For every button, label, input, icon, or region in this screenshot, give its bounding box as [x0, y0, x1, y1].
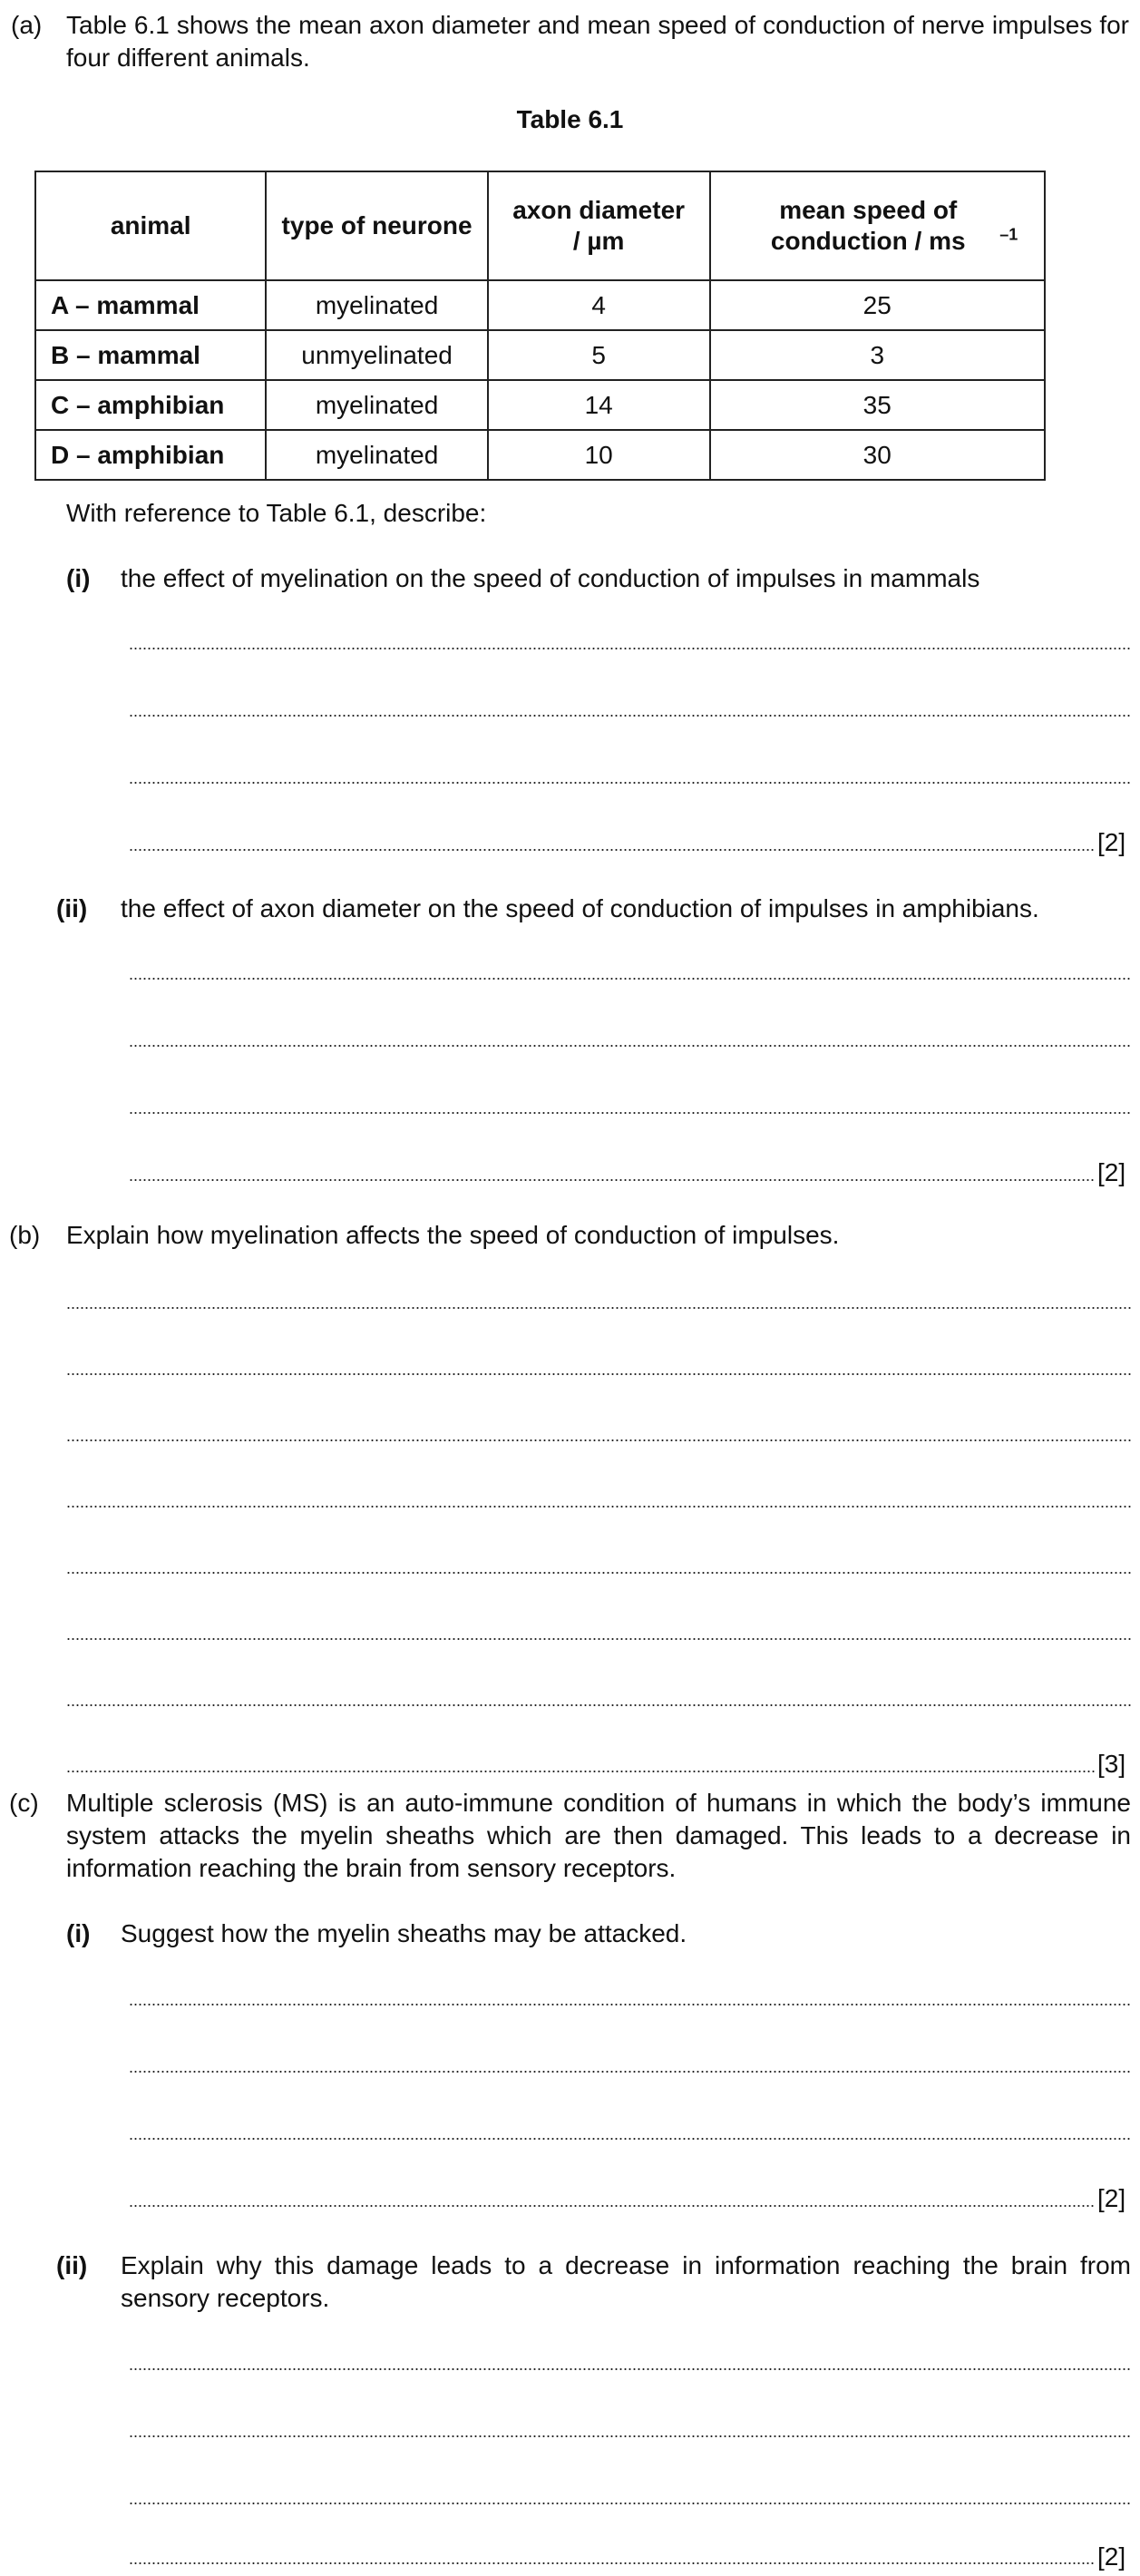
reference-text: With reference to Table 6.1, describe:	[66, 499, 487, 527]
answer-line[interactable]	[66, 1505, 1131, 1508]
answer-line[interactable]	[129, 2003, 1131, 2006]
answer-line[interactable]	[129, 647, 1131, 650]
header-type-of-neurone: type of neurone	[266, 171, 487, 280]
part-c-label: (c)	[9, 1789, 39, 1817]
part-a-label: (a)	[11, 11, 43, 39]
marks-c-i: [2]	[1097, 2184, 1126, 2212]
answer-line[interactable]	[129, 2204, 1096, 2208]
table-row	[35, 280, 1045, 330]
table-6-1	[34, 171, 1046, 481]
marks-a-ii: [2]	[1097, 1158, 1126, 1186]
cell-speed: 35	[710, 380, 1046, 430]
cell-type: unmyelinated	[266, 330, 487, 380]
cell-animal: C – amphibian	[35, 380, 266, 430]
cell-diameter: 14	[488, 380, 710, 430]
answer-line[interactable]	[129, 848, 1096, 852]
marks-c-ii: [2]	[1097, 2542, 1126, 2571]
part-a-i-question: the effect of myelination on the speed of conduction of impulses in mammals	[121, 564, 980, 592]
header-mean-speed: mean speed of conduction / ms $^{-1}$	[710, 171, 1046, 280]
answer-line[interactable]	[129, 2561, 1096, 2565]
part-a-ii-label: (ii)	[56, 894, 88, 922]
part-a-ii-question: the effect of axon diameter on the speed of conduction of impulses in amphibians.	[121, 894, 1039, 922]
answer-line[interactable]	[129, 781, 1131, 785]
cell-diameter: 10	[488, 430, 710, 480]
answer-line[interactable]	[66, 1770, 1096, 1773]
cell-diameter: 4	[488, 280, 710, 330]
header-animal: animal	[35, 171, 266, 280]
cell-type: myelinated	[266, 380, 487, 430]
answer-line[interactable]	[66, 1571, 1131, 1575]
cell-speed: 3	[710, 330, 1046, 380]
part-c-i-question: Suggest how the myelin sheaths may be attacked.	[121, 1919, 687, 1947]
table-header-row	[35, 171, 1045, 280]
answer-line[interactable]	[66, 1637, 1131, 1641]
part-c-ii-label: (ii)	[56, 2251, 88, 2279]
cell-speed: 25	[710, 280, 1046, 330]
answer-line[interactable]	[66, 1372, 1131, 1376]
part-c-ii-question: Explain why this damage leads to a decrease in information reaching the brain from sensory receptors.	[121, 2251, 1131, 2312]
cell-animal: D – amphibian	[35, 430, 266, 480]
marks-a-i: [2]	[1097, 828, 1126, 856]
cell-type: myelinated	[266, 280, 487, 330]
part-c-i-label: (i)	[66, 1919, 91, 1947]
part-b-label: (b)	[9, 1221, 41, 1249]
answer-line[interactable]	[129, 1111, 1131, 1115]
answer-line[interactable]	[129, 2502, 1131, 2505]
table-row	[35, 430, 1045, 480]
table-row	[35, 330, 1045, 380]
marks-b: [3]	[1097, 1750, 1126, 1778]
cell-animal: A – mammal	[35, 280, 266, 330]
table-row	[35, 380, 1045, 430]
answer-line[interactable]	[66, 1306, 1131, 1310]
header-axon-diameter: axon diameter / µm	[488, 171, 710, 280]
part-a-i-label: (i)	[66, 564, 91, 592]
answer-line[interactable]	[129, 2367, 1131, 2371]
answer-line[interactable]	[129, 977, 1131, 981]
cell-animal: B – mammal	[35, 330, 266, 380]
cell-speed: 30	[710, 430, 1046, 480]
part-c-stem: Multiple sclerosis (MS) is an auto-immune condition of humans in which the body’s immune system attacks the myelin sheaths which are then damaged. This leads to a decrease in information reaching the brain from sensory receptors.	[66, 1789, 1131, 1882]
answer-line[interactable]	[66, 1439, 1131, 1442]
answer-line[interactable]	[129, 2137, 1131, 2141]
answer-line[interactable]	[129, 714, 1131, 717]
cell-type: myelinated	[266, 430, 487, 480]
answer-line[interactable]	[129, 2435, 1131, 2438]
cell-diameter: 5	[488, 330, 710, 380]
answer-line[interactable]	[66, 1703, 1131, 1707]
part-a-intro: Table 6.1 shows the mean axon diameter and mean speed of conduction of nerve impulses for four different animals.	[66, 11, 1129, 72]
superscript-minus-one: –1	[999, 225, 1018, 244]
answer-line[interactable]	[129, 1178, 1096, 1182]
part-b-question: Explain how myelination affects the speed of conduction of impulses.	[66, 1221, 840, 1249]
table-title: Table 6.1	[516, 105, 624, 133]
answer-line[interactable]	[129, 1044, 1131, 1048]
answer-line[interactable]	[129, 2070, 1131, 2073]
